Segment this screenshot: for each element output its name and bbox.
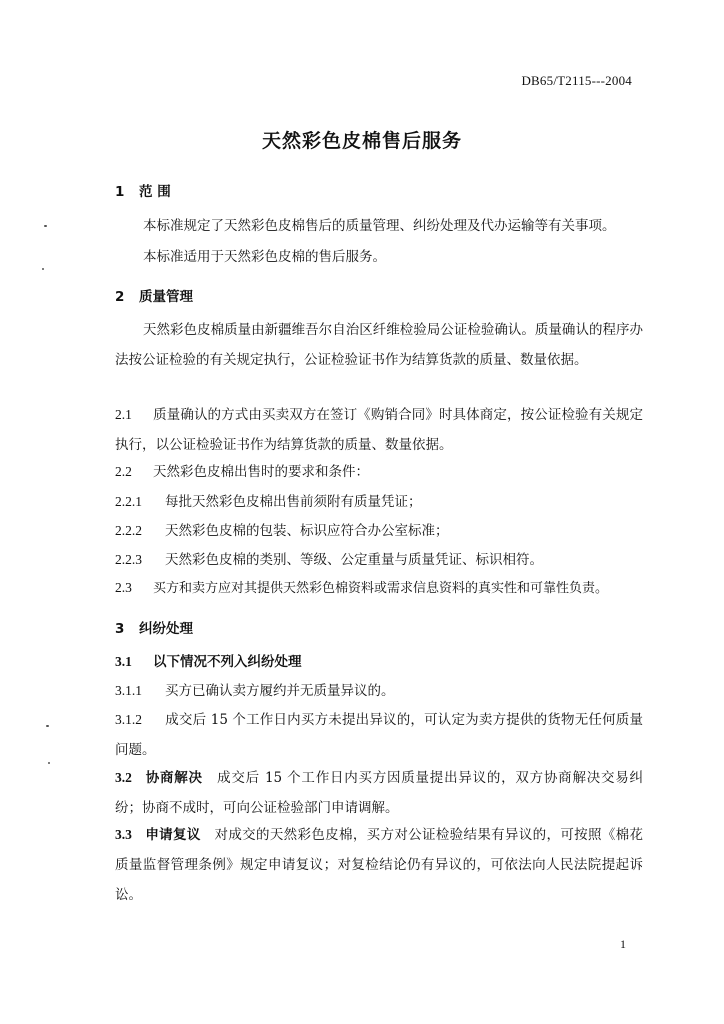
clause-3-3: [115, 820, 643, 910]
clause-text: 天然彩色皮棉出售时的要求和条件：: [153, 464, 369, 480]
scan-speck: [42, 268, 44, 270]
section-1-paragraph-2: 本标准适用于天然彩色皮棉的售后服务。: [143, 249, 386, 265]
section-title: 纠纷处理: [139, 621, 193, 637]
clause-heading: 申请复议: [145, 827, 201, 843]
clause-text: 成交后 15 个工作日内买方未提出异议的，可认定为卖方提供的货物无任何质量问题。: [115, 712, 643, 758]
section-1-heading: [115, 180, 171, 200]
clause-2-2-1: [115, 487, 643, 517]
scan-speck: [46, 725, 49, 727]
section-2-intro: 天然彩色皮棉质量由新疆维吾尔自治区纤维检验局公证检验确认。质量确认的程序办法按公证检验的有关规定执行，公证检验证书作为结算货款的质量、数量依据。: [115, 322, 643, 368]
section-number: 1: [115, 184, 125, 200]
clause-number: 3.2: [115, 770, 132, 785]
section-title: 范 围: [139, 184, 171, 200]
standard-code: DB65/T2115---2004: [521, 73, 632, 88]
clause-number: 2.3: [115, 580, 132, 595]
clause-3-1-heading: [115, 647, 643, 677]
clause-number: 3.3: [115, 827, 132, 842]
section-3-heading: [115, 617, 193, 637]
clause-number: 3.1: [115, 654, 132, 669]
scan-speck: [48, 762, 50, 764]
clause-2-3: [115, 573, 643, 604]
clause-text: 买方已确认卖方履约并无质量异议的。: [165, 683, 395, 699]
clause-heading: 以下情况不列入纠纷处理: [153, 654, 302, 670]
clause-3-1-2: [115, 705, 643, 765]
clause-number: 3.1.1: [115, 683, 142, 698]
clause-text: 每批天然彩色皮棉出售前须附有质量凭证；: [165, 494, 422, 510]
section-number: 2: [115, 289, 125, 305]
section-1-paragraph-1: 本标准规定了天然彩色皮棉售后的质量管理、纠纷处理及代办运输等有关事项。: [143, 218, 616, 234]
clause-text: 对成交的天然彩色皮棉，买方对公证检验结果有异议的，可按照《棉花质量监督管理条例》规定申请复议；对复检结论仍有异议的，可依法向人民法院提起诉讼。: [115, 827, 644, 903]
clause-2-2-2: [115, 516, 643, 546]
clause-2-2: [115, 457, 643, 487]
clause-2-2-3: [115, 545, 643, 575]
clause-number: 2.2.3: [115, 552, 142, 567]
scan-speck: [44, 225, 47, 227]
clause-number: 3.1.2: [115, 712, 142, 727]
clause-text: 质量确认的方式由买卖双方在签订《购销合同》时具体商定，按公证检验有关规定执行，以公证检验证书作为结算货款的质量、数量依据。: [115, 407, 643, 453]
clause-2-1: [115, 400, 643, 460]
clause-number: 2.1: [115, 407, 132, 422]
clause-number: 2.2.1: [115, 494, 142, 509]
section-number: 3: [115, 621, 125, 637]
clause-number: 2.2: [115, 464, 132, 479]
clause-text: 天然彩色皮棉的包装、标识应符合办公室标准；: [165, 523, 449, 539]
clause-3-1-1: [115, 676, 643, 706]
document-title: 天然彩色皮棉售后服务: [261, 130, 462, 152]
clause-heading: 协商解决: [145, 770, 203, 786]
clause-text: 成交后 15 个工作日内买方因质量提出异议的，双方协商解决交易纠纷；协商不成时，可向公证检验部门申请调解。: [115, 770, 644, 816]
page-number: 1: [620, 937, 626, 951]
clause-text: 买方和卖方应对其提供天然彩色棉资料或需求信息资料的真实性和可靠性负责。: [153, 581, 609, 596]
section-2-heading: [115, 285, 193, 305]
section-title: 质量管理: [139, 289, 193, 305]
clause-text: 天然彩色皮棉的类别、等级、公定重量与质量凭证、标识相符。: [165, 552, 543, 568]
clause-3-2: [115, 763, 643, 823]
clause-number: 2.2.2: [115, 523, 142, 538]
